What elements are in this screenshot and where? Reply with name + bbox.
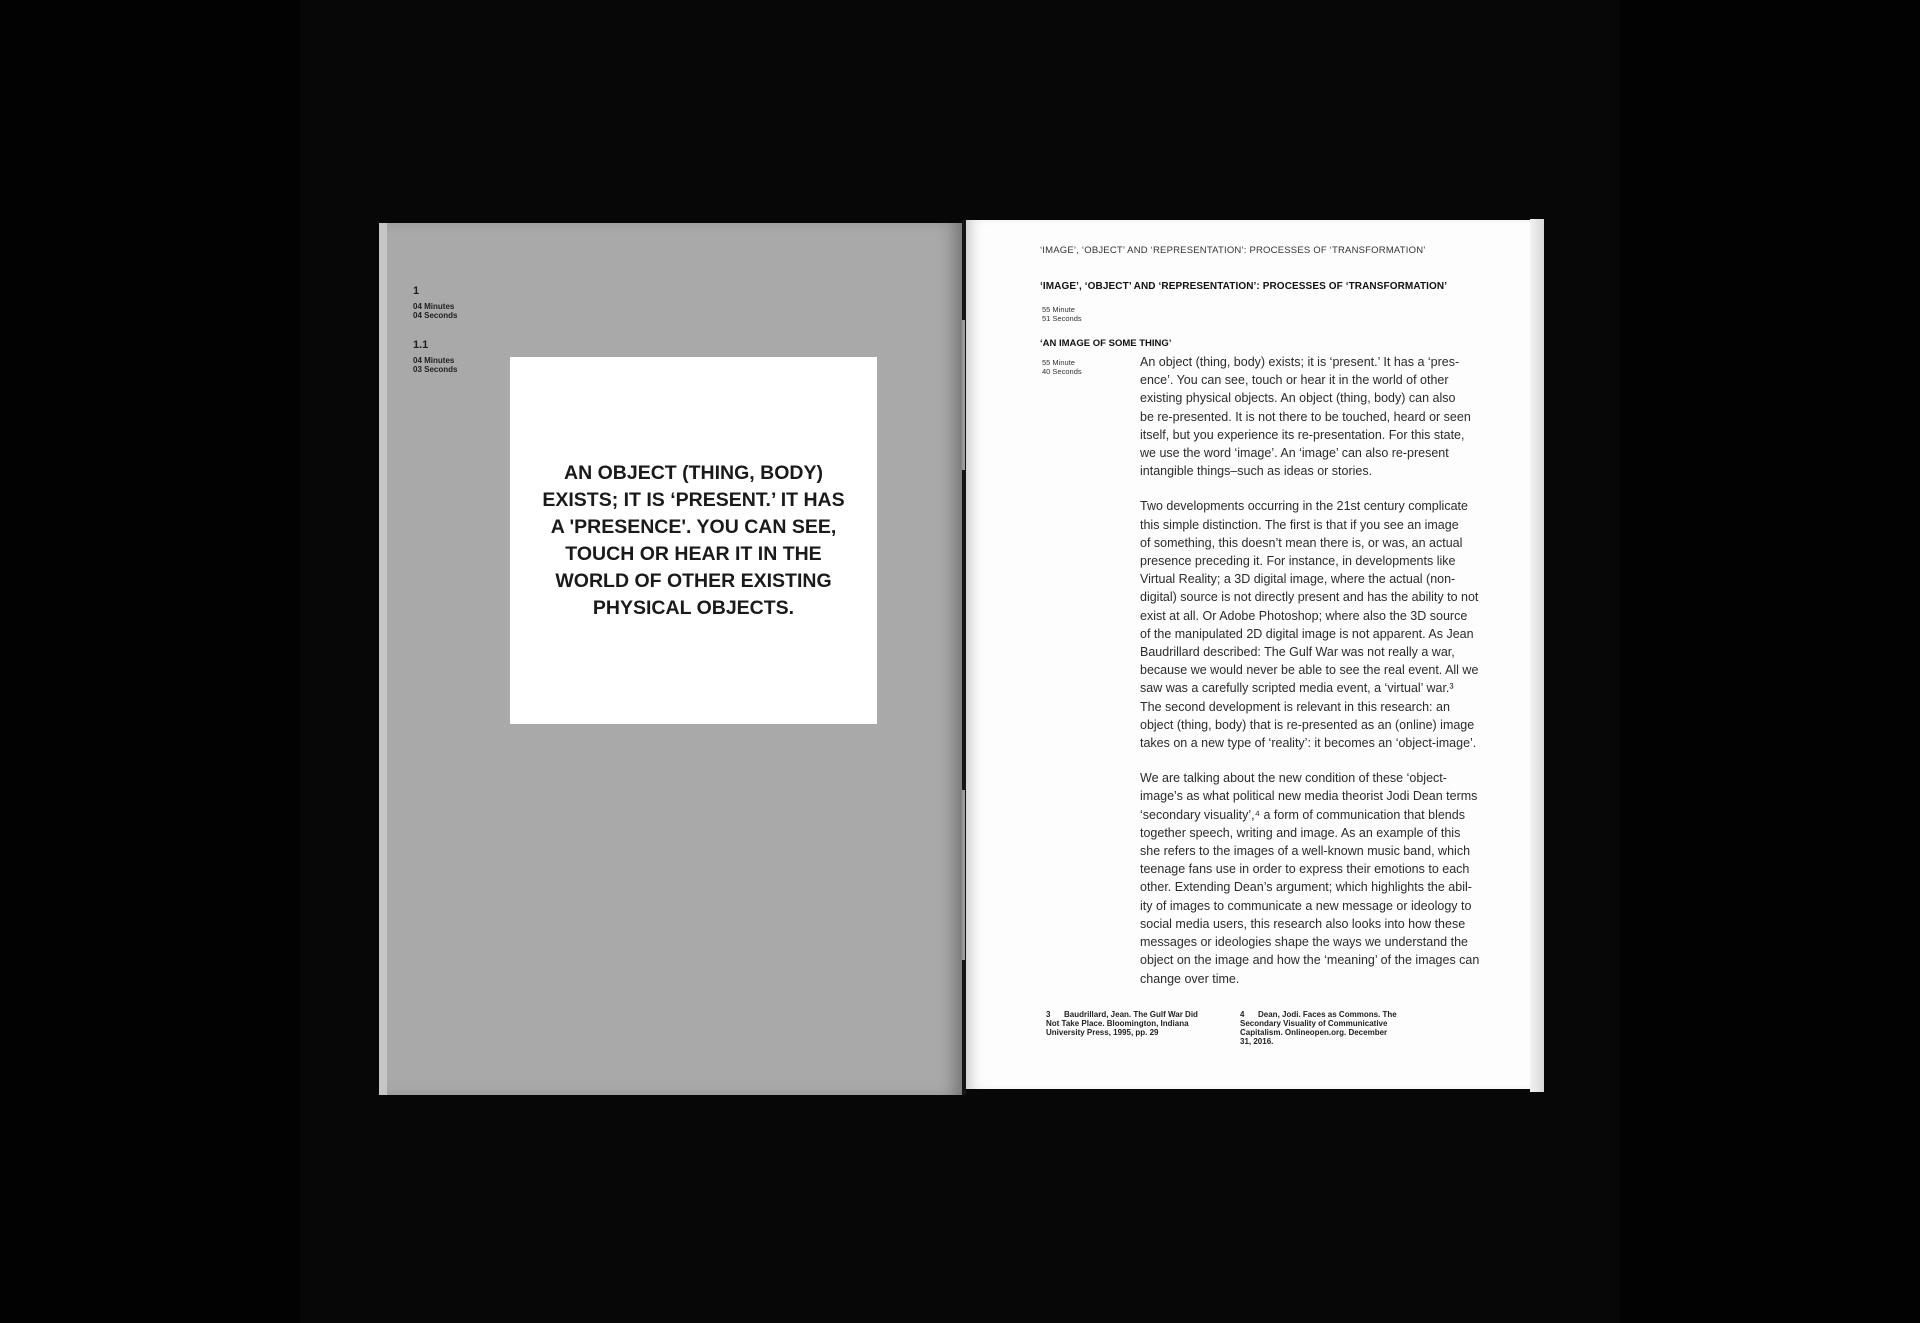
dark-background-left — [0, 0, 300, 1323]
footnote-text: Dean, Jodi. Faces as Commons. The Secondary Visuality of Communicative Capitalism. Onlineopen.org. December 31, 2016. — [1240, 1010, 1397, 1046]
paragraph: We are talking about the new condition of these ‘object- image’s as what political new media theorist Jodi Dean terms ‘secondary visuality’,⁴ a form of communication that blends together speech, writing and image. As an example of this she refers to the images of a well-known music band, which teenage fans use in order to express their emotions to each other. Extending Dean’s argument; which highlights the abil- ity of images to communicate a new message or ideology to social media users, this research also looks into how these messages or ideologies shape the ways we understand the object on the image and how the ‘meaning’ of the images can change over time. — [1140, 771, 1480, 986]
section-1-1-meta — [413, 339, 457, 374]
right-page-edge — [1530, 219, 1544, 1092]
footnote — [1046, 1010, 1226, 1037]
spine-shadow — [962, 320, 965, 470]
sub-time-minutes: 55 Minute — [1042, 358, 1075, 367]
section-seconds: 04 Seconds — [413, 311, 458, 320]
body-text — [1140, 353, 1522, 1005]
section-number: 1 — [413, 285, 420, 297]
paragraph: Two developments occurring in the 21st century complicate this simple distinction. The first is that if you see an image of something, this doesn’t mean there is, or was, an actual presence preceding it. For instance, in developments like Virtual Reality; a 3D digital image, where the actual (non- digital) source is not directly present and has the ability to not exist at all. Or Adobe Photoshop; where also the 3D source of the manipulated 2D digital image is not apparent. As Jean Baudrillard described: The Gulf War was not really a war, because we would never be able to see the real event. All we saw was a carefully scripted media event, a ‘virtual’ war.³ The second development is relevant in this research: an object (thing, body) that is re-presented as an (online) image takes on a new type of ‘reality’: it becomes an ‘object-image’. — [1140, 499, 1479, 751]
paragraph: An object (thing, body) exists; it is ‘present.’ It has a ‘pres- ence’. You can see, touch or hear it in the world of other existing physical objects. An object (thing, body) can also be re-presented. It is not there to be touched, heard or seen itself, but you experience its re-presentation. For this state, we use the word ‘image’. An ‘image’ can also re-present intangible things–such as ideas or stories. — [1140, 355, 1471, 479]
sub-heading: ‘AN IMAGE OF SOME THING’ — [1040, 338, 1172, 349]
section-minutes: 04 Minutes — [413, 356, 455, 365]
section-time-seconds: 51 Seconds — [1042, 313, 1082, 323]
dark-background-right — [1620, 0, 1920, 1323]
quote-text: AN OBJECT (THING, BODY) EXISTS; IT IS ‘PRESENT.’ IT HAS A 'PRESENCE'. YOU CAN SEE, TOUCH OR HEAR IT IN THE WORLD OF OTHER EXISTING PHYSICAL OBJECTS. — [542, 461, 845, 619]
running-head: ‘IMAGE’, ‘OBJECT’ AND ‘REPRESENTATION’: PROCESSES OF ‘TRANSFORMATION’ — [1040, 245, 1426, 256]
spine-shadow — [962, 790, 965, 960]
section-1-meta — [413, 285, 457, 320]
section-minutes: 04 Minutes — [413, 302, 455, 311]
footnote-number: 4 — [1240, 1010, 1245, 1019]
section-seconds: 03 Seconds — [413, 365, 458, 374]
section-number: 1.1 — [413, 339, 429, 351]
section-time-minutes: 55 Minute — [1042, 305, 1075, 314]
left-page-edge — [379, 223, 387, 1095]
section-time — [1042, 306, 1082, 323]
left-page — [379, 223, 962, 1095]
right-page — [962, 220, 1541, 1089]
footnote — [1240, 1010, 1420, 1046]
sub-time — [1042, 359, 1082, 376]
sub-time-seconds: 40 Seconds — [1042, 366, 1082, 376]
footnote-number: 3 — [1046, 1010, 1051, 1019]
section-heading: ‘IMAGE’, ‘OBJECT’ AND ‘REPRESENTATION’: PROCESSES OF ‘TRANSFORMATION’ — [1040, 281, 1448, 292]
footnote-text: Baudrillard, Jean. The Gulf War Did Not Take Place. Bloomington, Indiana University Press, 1995, pp. 29 — [1046, 1010, 1198, 1037]
quote-card — [510, 357, 877, 724]
